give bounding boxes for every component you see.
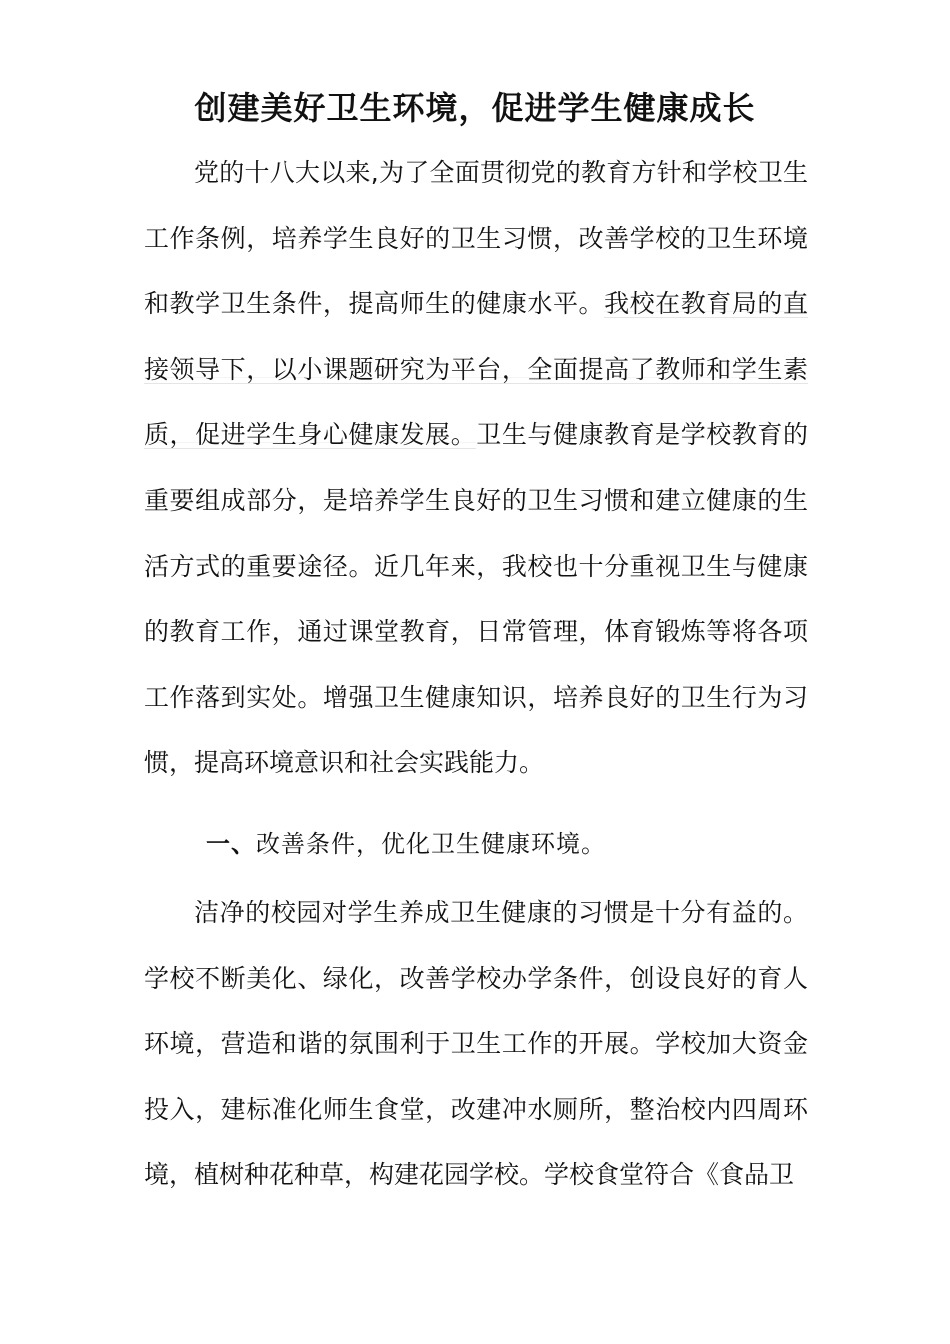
intro-paragraph-part3: 卫生与健康教育是学校教育的重要组成部分，是培养学生良好的卫生习惯和建立健康的生活方式的重要途径。近几年来，我校也十分重视卫生与健康的教育工作，通过课堂教育，日常管理，体育锻炼等将各项工作落到实处。增强卫生健康知识，培养良好的卫生行为习惯，提高环境意识和社会实践能力。 <box>144 420 808 778</box>
intro-paragraph-highlight: 我校在教育局的直接领导下，以小课题研究为平台，全面提高了教师和学生素质，促进学生身心健康发展。 <box>144 289 808 450</box>
section-heading-text: 改善条件，优化卫生健康环境。 <box>256 830 606 858</box>
section-number: 一、 <box>206 829 256 858</box>
section-paragraph: 洁净的校园对学生养成卫生健康的习惯是十分有益的。学校不断美化、绿化，改善学校办学条件，创设良好的育人环境，营造和谐的氛围利于卫生工作的开展。学校加大资金投入，建标准化师生食堂，改建冲水厕所，整治校内四周环境，植树种花种草，构建花园学校。学校食堂符合《食品卫 <box>144 898 808 1190</box>
document-title: 创建美好卫生环境，促进学生健康成长 <box>194 89 756 127</box>
intro-paragraph-part1: 党的十八大以来,为了全面贯彻党的教育方针和学校卫生工作条例，培养学生良好的卫生习惯，改善学校的卫生环境和教学卫生条件，提高师生的健康水平。 <box>144 158 808 319</box>
intro-paragraph <box>144 140 808 796</box>
section-heading <box>206 824 606 864</box>
